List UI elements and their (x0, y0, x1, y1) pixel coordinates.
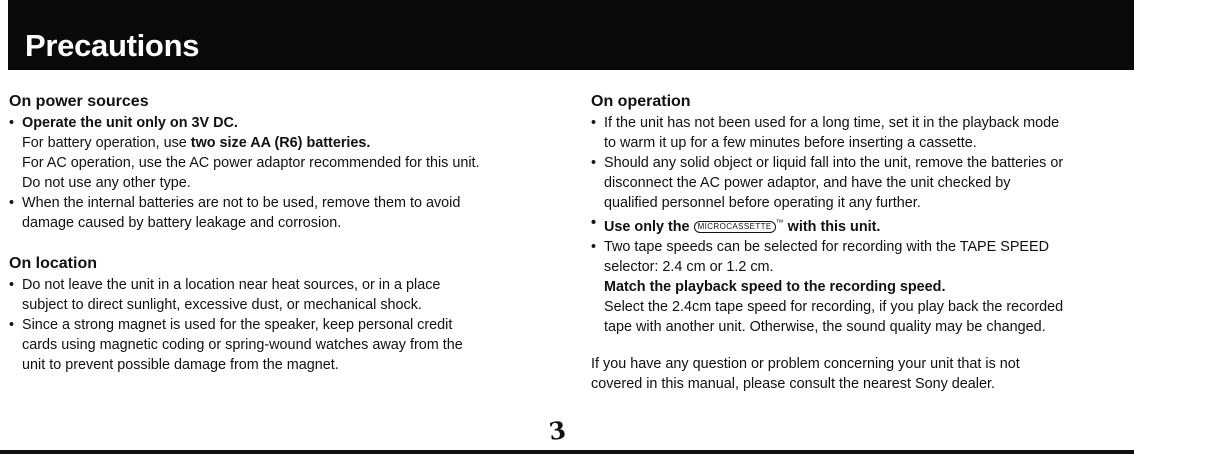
text-line: Do not use any other type. (22, 175, 191, 191)
list-item (9, 315, 569, 375)
text-line: • Should any solid object or liquid fall into the unit, remove the batteries or (604, 155, 1064, 171)
text-line: damage caused by battery leakage and corrosion. (22, 215, 342, 231)
text-line: subject to direct sunlight, excessive dust, or mechanical shock. (22, 297, 422, 313)
right-column (591, 92, 1136, 394)
text-span: Use only the (604, 219, 694, 235)
text-line: tape with another unit. Otherwise, the sound quality may be changed. (604, 319, 1046, 335)
list-item (9, 113, 569, 193)
text-line: Select the 2.4cm tape speed for recording, if you play back the recorded (604, 299, 1064, 315)
list-item (9, 275, 569, 315)
closing-note-line: If you have any question or problem concerning your unit that is not (591, 356, 1020, 372)
text-span: with this unit. (783, 219, 881, 235)
section-title-power-sources: On power sources (9, 93, 149, 110)
text-line: unit to prevent possible damage from the magnet. (22, 357, 339, 373)
text-line (22, 133, 569, 153)
trademark-symbol: ™ (775, 218, 784, 227)
closing-note-line: covered in this manual, please consult the nearest Sony dealer. (591, 376, 995, 392)
text-line: For AC operation, use the AC power adaptor recommended for this unit. (22, 155, 480, 171)
text-line: selector: 2.4 cm or 1.2 cm. (604, 259, 774, 275)
list-item (9, 193, 569, 233)
list-item (591, 213, 1136, 237)
text-line: • Operate the unit only on 3V DC. (22, 115, 238, 131)
text-line: qualified personnel before operating it any further. (604, 195, 921, 211)
text-line: • When the internal batteries are not to be used, remove them to avoid (22, 195, 461, 211)
text-line: to warm it up for a few minutes before inserting a cassette. (604, 135, 977, 151)
left-column (9, 92, 569, 375)
text-line: • Do not leave the unit in a location near heat sources, or in a place (22, 277, 441, 293)
text-line: • If the unit has not been used for a long time, set it in the playback mode (604, 115, 1060, 131)
page-title: Precautions (25, 28, 200, 63)
text-span: For battery operation, use (22, 135, 191, 151)
text-line: disconnect the AC power adaptor, and have the unit checked by (604, 175, 1011, 191)
header-banner (8, 0, 1134, 70)
list-item (591, 113, 1136, 153)
text-span-bold: two size AA (R6) batteries. (190, 135, 371, 151)
section-title-operation: On operation (591, 93, 691, 110)
text-line (604, 213, 1136, 237)
bottom-rule (0, 450, 1134, 454)
text-line: • Two tape speeds can be selected for recording with the TAPE SPEED (604, 239, 1050, 255)
page-number: 3 (547, 414, 568, 447)
section-title-location: On location (9, 255, 97, 272)
microcassette-logo: MICROCASSETTE (694, 221, 776, 233)
list-item (591, 153, 1136, 213)
spacer (591, 337, 1136, 354)
text-line: Match the playback speed to the recording speed. (604, 279, 946, 295)
spacer (9, 233, 569, 254)
list-item (591, 237, 1136, 337)
text-line: cards using magnetic coding or spring-wound watches away from the (22, 337, 463, 353)
text-line: • Since a strong magnet is used for the speaker, keep personal credit (22, 317, 453, 333)
